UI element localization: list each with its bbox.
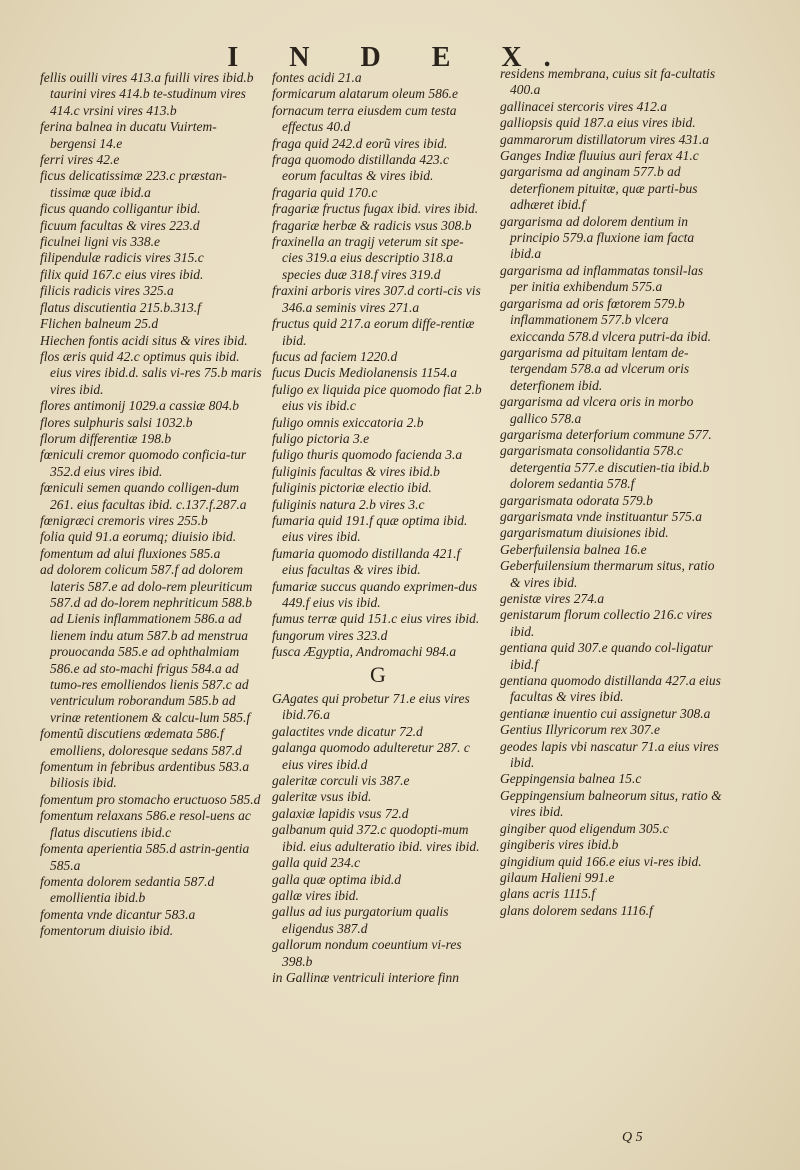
index-entry: fuliginis pictoriæ electio ibid. bbox=[272, 480, 432, 496]
index-entry: gentiana quid 307.e quando col-ligatur ibid.f bbox=[500, 640, 713, 672]
index-entry: fellis ouilli vires 413.a fuilli vires ibid.b taurini vires 414.b te-studinum vires 414.c vrsini vires 413.b bbox=[40, 70, 254, 118]
index-entry: Geppingensia balnea 15.c bbox=[500, 771, 642, 787]
index-entry: fumus terræ quid 151.c eius vires ibid. bbox=[272, 611, 480, 627]
index-entry: florum differentiæ 198.b bbox=[40, 430, 172, 446]
index-entry: fontes acidi 21.a bbox=[272, 70, 362, 85]
index-entry: fœnigræci cremoris vires 255.b bbox=[40, 512, 208, 528]
index-entry: fructus quid 217.a eorum diffe-rentiæ ibid. bbox=[272, 316, 475, 348]
index-entry: fuligo omnis exiccatoria 2.b bbox=[272, 414, 424, 430]
index-entry: gargarismata vnde instituantur 575.a bbox=[500, 508, 703, 524]
index-entry: fungorum vires 323.d bbox=[272, 627, 388, 643]
index-entry: gingiber quod eligendum 305.c bbox=[500, 820, 669, 836]
index-entry: galactites vnde dicatur 72.d bbox=[272, 723, 423, 739]
index-entry: genistæ vires 274.a bbox=[500, 591, 605, 606]
index-entry: gilaum Halieni 991.e bbox=[500, 869, 615, 885]
index-entry: Flichen balneum 25.d bbox=[40, 316, 159, 332]
index-entry: fucus Ducis Mediolanensis 1154.a bbox=[272, 365, 457, 381]
index-entry: fuligo ex liquida pice quomodo fiat 2.b eius vis ibid.c bbox=[272, 381, 482, 414]
index-entry: folia quid 91.a eorumq; diuisio ibid. bbox=[40, 529, 237, 545]
index-entry: gargarisma ad inflammatas tonsil-las per initia exhibendum 575.a bbox=[500, 262, 704, 295]
index-entry: gallorum nondum coeuntium vi-res 398.b bbox=[272, 937, 462, 969]
index-entry: residens membrana, cuius sit fa-cultatis 400.a bbox=[500, 66, 716, 98]
index-entry: fraga quid 242.d eorũ vires ibid. bbox=[272, 135, 448, 151]
index-entry: filipendulæ radicis vires 315.c bbox=[40, 250, 204, 266]
index-entry: ficuum facultas & vires 223.d bbox=[40, 217, 200, 233]
index-entry: gingidium quid 166.e eius vi-res ibid. bbox=[500, 853, 702, 869]
index-entry: fœniculi cremor quomodo conficia-tur 352.d eius vires ibid. bbox=[40, 447, 247, 479]
index-entry: Gentius Illyricorum rex 307.e bbox=[500, 722, 660, 738]
index-entry: fragariæ herbæ & radicis vsus 308.b bbox=[272, 217, 472, 233]
index-entry: gentianæ inuentio cui assignetur 308.a bbox=[500, 705, 711, 721]
index-entry: fusca Ægyptia, Andromachi 984.a bbox=[272, 644, 457, 660]
index-entry: galbanum quid 372.c quodopti-mum ibid. eius adulteratio ibid. vires ibid. bbox=[272, 822, 480, 854]
index-entry: fuligo thuris quomodo facienda 3.a bbox=[272, 447, 463, 463]
index-entry: fomentum in febribus ardentibus 583.a biliosis ibid. bbox=[40, 759, 250, 791]
index-entry: filix quid 167.c eius vires ibid. bbox=[40, 266, 204, 282]
index-entry: gallus ad ius purgatorium qualis eligendus 387.d bbox=[272, 904, 449, 936]
index-entry: gallinacei stercoris vires 412.a bbox=[500, 98, 667, 114]
index-entry: gargarismatum diuisiones ibid. bbox=[500, 525, 669, 541]
index-entry: fomenta dolorem sedantia 587.d emollientia ibid.b bbox=[40, 873, 215, 906]
index-entry: gargarisma ad anginam 577.b ad deterfionem pituitæ, quæ parti-bus adhæret ibid.f bbox=[500, 164, 698, 213]
index-entry: genistarum florum collectio 216.c vires ibid. bbox=[500, 607, 713, 639]
index-entry: flatus discutientia 215.b.313.f bbox=[40, 299, 201, 315]
index-entry: GAgates qui probetur 71.e eius vires ibid.76.a bbox=[272, 691, 470, 723]
index-entry: ficulnei ligni vis 338.e bbox=[40, 234, 160, 250]
index-entry: fumariæ succus quando exprimen-dus 449.f eius vis ibid. bbox=[272, 578, 478, 610]
index-entry: gargarisma ad vlcera oris in morbo gallico 578.a bbox=[500, 394, 694, 426]
signature-mark: Q 5 bbox=[622, 1130, 643, 1145]
index-entry: Geppingensium balneorum situs, ratio & vires ibid. bbox=[500, 787, 722, 820]
index-entry: glans acris 1115.f bbox=[500, 886, 596, 902]
index-entry: galeritæ corculi vis 387.e bbox=[272, 773, 410, 789]
index-entry: fomenta vnde dicantur 583.a bbox=[40, 906, 196, 922]
index-column-2 bbox=[272, 70, 484, 986]
index-entry: fornacum terra eiusdem cum testa effectus 40.d bbox=[272, 102, 457, 135]
index-entry: fucus ad faciem 1220.d bbox=[272, 348, 398, 364]
index-entry: galla quæ optima ibid.d bbox=[272, 871, 402, 887]
index-entry: fraxini arboris vires 307.d corti-cis vis 346.a seminis vires 271.a bbox=[272, 283, 481, 315]
index-entry: gargarisma ad dolorem dentium in principio 579.a fluxione iam facta ibid.a bbox=[500, 213, 695, 262]
index-entry: gentiana quomodo distillanda 427.a eius facultas & vires ibid. bbox=[500, 673, 721, 705]
index-entry: fomenta aperientia 585.d astrin-gentia 585.a bbox=[40, 841, 250, 873]
index-entry: ferri vires 42.e bbox=[40, 152, 120, 168]
index-entry: formicarum alatarum oleum 586.e bbox=[272, 86, 458, 102]
index-entry: fomentum pro stomacho eructuoso 585.d bbox=[40, 791, 261, 807]
index-entry: fuligo pictoria 3.e bbox=[272, 430, 370, 446]
index-column-3 bbox=[500, 66, 722, 919]
index-entry: ficus quando colligantur ibid. bbox=[40, 201, 201, 217]
index-entry: flores antimonij 1029.a cassiæ 804.b bbox=[40, 398, 240, 414]
index-entry: fomentorum diuisio ibid. bbox=[40, 923, 174, 939]
page-header: I N D E X. bbox=[227, 42, 573, 73]
index-entry: fumaria quomodo distillanda 421.f eius facultas & vires ibid. bbox=[272, 545, 461, 578]
index-entry: ferina balnea in ducatu Vuirtem-bergensi 14.e bbox=[40, 119, 217, 151]
index-entry: fraxinella an tragij veterum sit spe-cies 319.a eius descriptio 318.a species duæ 318.f vires 319.d bbox=[272, 234, 464, 282]
index-entry: gargarismata consolidantia 578.c detergentia 577.e discutien-tia ibid.b dolorem sedantia 578.f bbox=[500, 443, 710, 492]
index-entry: galla quid 234.c bbox=[272, 855, 361, 871]
index-entry: flos æris quid 42.c optimus quis ibid. eius vires ibid.d. salis vi-res 75.b maris vires ibid. bbox=[40, 348, 262, 397]
index-entry: Ganges Indiæ fluuius auri ferax 41.c bbox=[500, 148, 699, 164]
index-entry: gargarisma ad pituitam lentam de-tergendam 578.a ad vlcerum oris deterfionem ibid. bbox=[500, 344, 690, 393]
index-entry: gallæ vires ibid. bbox=[272, 887, 359, 903]
index-entry: fuliginis natura 2.b vires 3.c bbox=[272, 496, 425, 512]
index-entry: galanga quomodo adulteretur 287. c eius vires ibid.d bbox=[272, 740, 470, 772]
index-entry: gargarisma ad oris fœtorem 579.b inflammationem 577.b vlcera exiccanda 578.d vlcera putri-da ibid. bbox=[500, 295, 711, 344]
index-entry: galaxiæ lapidis vsus 72.d bbox=[272, 805, 409, 821]
index-entry: fomentũ discutiens œdemata 586.f emolliens, doloresque sedans 587.d bbox=[40, 726, 242, 758]
index-entry: fomentum ad alui fluxiones 585.a bbox=[40, 545, 221, 561]
index-entry: geodes lapis vbi nascatur 71.a eius vires ibid. bbox=[500, 738, 719, 771]
index-entry: galliopsis quid 187.a eius vires ibid. bbox=[500, 115, 696, 131]
index-entry: Geberfuilensia balnea 16.e bbox=[500, 541, 647, 557]
index-entry: Geberfuilensium thermarum situs, ratio & vires ibid. bbox=[500, 558, 715, 590]
index-entry: gingiberis vires ibid.b bbox=[500, 837, 619, 853]
index-entry: filicis radicis vires 325.a bbox=[40, 283, 174, 299]
index-entry: fragaria quid 170.c bbox=[272, 184, 378, 200]
index-entry: fœniculi semen quando colligen-dum 261. eius facultas ibid. c.137.f.287.a bbox=[40, 480, 247, 512]
index-entry: flores sulphuris salsi 1032.b bbox=[40, 414, 193, 430]
index-entry: galeritæ vsus ibid. bbox=[272, 789, 372, 805]
index-entry: ficus delicatissimæ 223.c præstan-tissimæ quæ ibid.a bbox=[40, 168, 227, 200]
index-entry: fumaria quid 191.f quæ optima ibid. eius vires ibid. bbox=[272, 512, 468, 545]
index-column-1 bbox=[40, 70, 262, 940]
index-entry: fomentum relaxans 586.e resol-uens ac flatus discutiens ibid.c bbox=[40, 808, 251, 840]
section-letter-g: G bbox=[370, 661, 386, 687]
index-entry: Hiechen fontis acidi situs & vires ibid. bbox=[40, 332, 248, 348]
index-entry: fragariæ fructus fugax ibid. vires ibid. bbox=[272, 201, 479, 217]
index-entry: gammarorum distillatorum vires 431.a bbox=[500, 131, 710, 147]
index-entry: ad dolorem colicum 587.f ad dolorem lateris 587.e ad dolo-rem pleuriticum 587.d ad do-lorem nephriticum 588.b ad Lienis inflammationem 586.a ad lienem indu atum 587.b ad menstrua prouocanda 585.e ad ophthalmiam 586.e ad sto-machi frigus 584.a ad tumo-res emolliendos lienis 587.c ad ventriculum roborandum 585.b ad vrinæ retentionem & calcu-lum 585.f bbox=[40, 562, 253, 725]
index-entry: in Gallinæ ventriculi interiore finn bbox=[272, 969, 459, 985]
index-entry: glans dolorem sedans 1116.f bbox=[500, 902, 653, 918]
index-entry: fuliginis facultas & vires ibid.b bbox=[272, 463, 440, 479]
index-entry: fraga quomodo distillanda 423.c eorum facultas & vires ibid. bbox=[272, 152, 450, 184]
index-entry: gargarismata odorata 579.b bbox=[500, 492, 653, 508]
index-entry: gargarisma deterforium commune 577. bbox=[500, 426, 712, 442]
